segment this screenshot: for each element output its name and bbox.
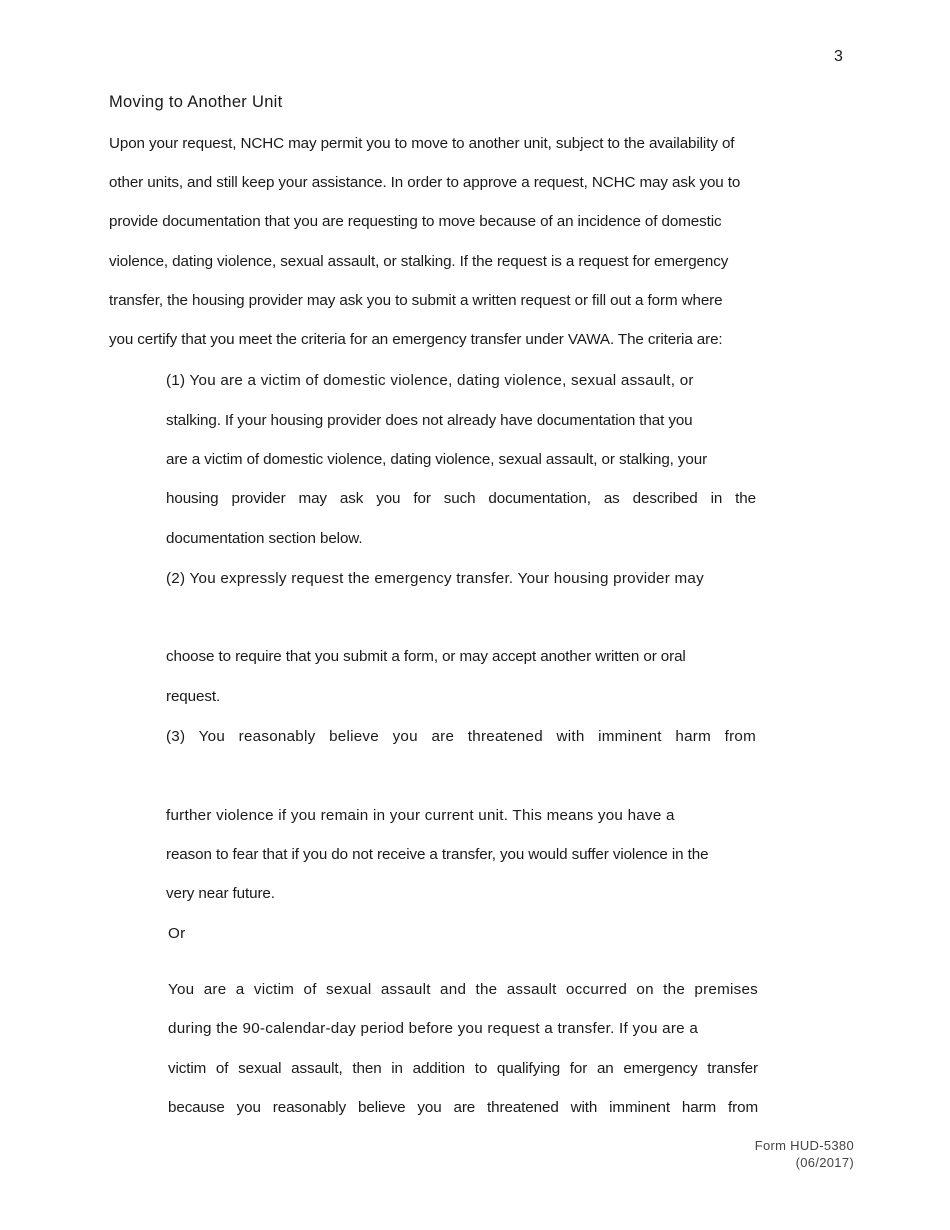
form-footer	[755, 1137, 854, 1171]
criterion-2-line: request.	[166, 688, 221, 705]
criterion-1-line: (1) You are a victim of domestic violence, dating violence, sexual assault, or	[166, 372, 694, 389]
alt-criterion-line: because you reasonably believe you are threatened with imminent harm from	[168, 1099, 758, 1116]
paragraph-line: other units, and still keep your assistance. In order to approve a request, NCHC may ask you to	[109, 174, 741, 191]
alt-criterion-line: You are a victim of sexual assault and the assault occurred on the premises	[168, 981, 758, 998]
criterion-1-line: documentation section below.	[166, 530, 363, 547]
alt-criterion-line: victim of sexual assault, then in addition to qualifying for an emergency transfer	[168, 1060, 758, 1077]
page-number: 3	[834, 48, 844, 65]
paragraph-line: transfer, the housing provider may ask you to submit a written request or fill out a form where	[109, 292, 723, 309]
criterion-1-line: housing provider may ask you for such documentation, as described in the	[166, 490, 756, 507]
form-id: Form HUD-5380	[754, 1138, 854, 1153]
criterion-1-line: stalking. If your housing provider does not already have documentation that you	[166, 412, 693, 429]
paragraph-line: Upon your request, NCHC may permit you to move to another unit, subject to the availability of	[109, 135, 735, 152]
criterion-3-line: (3) You reasonably believe you are threatened with imminent harm from	[166, 728, 756, 745]
paragraph-line: you certify that you meet the criteria for an emergency transfer under VAWA. The criteria are:	[109, 331, 723, 348]
alt-criterion-line: during the 90-calendar-day period before you request a transfer. If you are a	[168, 1020, 699, 1037]
form-date: (06/2017)	[795, 1155, 854, 1170]
criterion-3-line: further violence if you remain in your current unit. This means you have a	[166, 807, 675, 824]
criterion-1-line: are a victim of domestic violence, dating violence, sexual assault, or stalking, your	[166, 451, 708, 468]
paragraph-line: violence, dating violence, sexual assault, or stalking. If the request is a request for emergency	[109, 253, 729, 270]
criterion-2-line: (2) You expressly request the emergency transfer. Your housing provider may	[166, 570, 704, 587]
or-label: Or	[168, 925, 186, 942]
criterion-3-line: reason to fear that if you do not receive a transfer, you would suffer violence in the	[166, 846, 709, 863]
paragraph-line: provide documentation that you are requesting to move because of an incidence of domestic	[109, 213, 722, 230]
section-heading: Moving to Another Unit	[109, 93, 283, 111]
criterion-2-line: choose to require that you submit a form, or may accept another written or oral	[166, 648, 686, 665]
criterion-3-line: very near future.	[166, 885, 275, 902]
